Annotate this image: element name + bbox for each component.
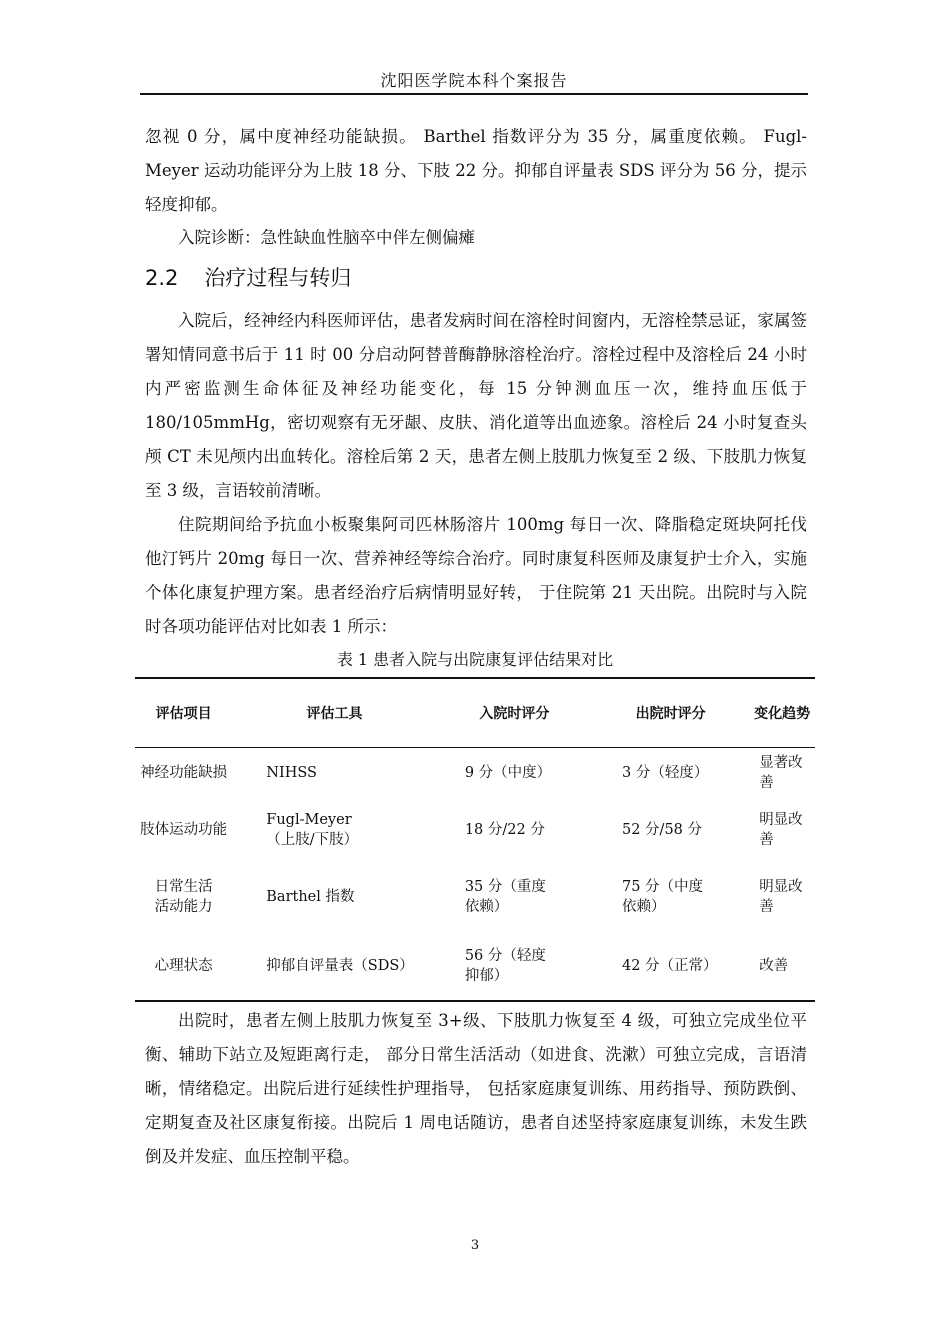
table-header-cell: 入院时评分 [479,706,550,722]
header-rule [140,93,808,95]
table-cell [232,798,437,862]
table-cell: 52 分/58 分 [622,822,703,838]
table-cell-text: 56 分（轻度抑郁） [464,948,546,984]
table-header-cell: 出院时评分 [635,706,706,722]
table-cell: 抑郁自评量表（SDS） [266,958,414,974]
table-cell: NIHSS [266,765,317,781]
paragraph-discharge-outcome: 出院时，患者左侧上肢肌力恢复至 3+级、下肢肌力恢复至 4 级，可独立完成坐位平衡、辅助下站立及短距离行走， 部分日常生活活动（如进食、洗漱）可独立完成，言语清晰，情绪稳定。出院后进行延续性护理指导， 包括家庭康复训练、用药指导、预防跌倒、定期复查及社区康复衔接。出院后 1 周电话随访，患者自述坚持家庭康复训练，未发生跌倒及并发症、血压控制平稳。 [145,1011,807,1166]
table-header-cell: 评估工具 [306,706,363,722]
page-number: 3 [470,1238,480,1253]
table-row [135,748,815,799]
table-cell: 3 分（轻度） [622,765,709,781]
paragraph-admission-diagnosis: 入院诊断：急性缺血性脑卒中伴左侧偏瘫 [178,228,475,247]
section-heading [145,262,351,292]
table-cell: 明显改善 [759,879,803,915]
table-cell: 明显改善 [759,812,803,848]
assessment-comparison-table [135,677,815,1002]
table-row [135,862,815,932]
table-cell-text: 日常生活活动能力 [154,879,213,915]
table-row [135,798,815,862]
table-cell: 肢体运动功能 [140,822,228,838]
table-cell-text: 35 分（重度依赖） [464,879,546,915]
table-cell: 改善 [759,958,789,974]
table-cell [592,862,749,932]
table-cell: 9 分（中度） [464,765,552,781]
section-number: 2.2 [145,266,179,290]
paragraph-thrombolysis: 入院后，经神经内科医师评估，患者发病时间在溶栓时间窗内，无溶栓禁忌证，家属签署知情同意书后于 11 时 00 分启动阿替普酶静脉溶栓治疗。溶栓过程中及溶栓后 24 小时内严密监测生命体征及神经功能变化，每 15 分钟测血压一次，维持血压低于 180/105mmHg，密切观察有无牙龈、皮肤、消化道等出血迹象。溶栓后 24 小时复查头颅 CT 未见颅内出血转化。溶栓后第 2 天，患者左侧上肢肌力恢复至 2 级、下肢肌力恢复至 3 级，言语较前清晰。 [145,311,807,500]
table-cell-text: 75 分（中度依赖） [622,879,704,915]
table-cell [135,862,232,932]
table-header-text: 变化趋势 [754,706,811,722]
table-cell [437,932,592,1001]
table-header-row [135,678,815,748]
table-cell: Barthel 指数 [266,889,355,905]
section-title: 治疗过程与转归 [204,266,352,290]
table-caption: 表 1 患者入院与出院康复评估结果对比 [336,650,614,669]
table-cell: 心理状态 [154,958,213,974]
table-cell: 42 分（正常） [622,958,718,974]
table-cell-text: Fugl-Meyer（上肢/下肢） [266,812,359,848]
table-cell [437,862,592,932]
paragraph-assessment-continued: 忽视 0 分，属中度神经功能缺损。 Barthel 指数评分为 35 分，属重度依赖。 Fugl-Meyer 运动功能评分为上肢 18 分、下肢 22 分。抑郁自评量表 SDS 评分为 56 分，提示轻度抑郁。 [145,127,807,214]
paragraph-hospital-treatment: 住院期间给予抗血小板聚集阿司匹林肠溶片 100mg 每日一次、降脂稳定斑块阿托伐他汀钙片 20mg 每日一次、营养神经等综合治疗。同时康复科医师及康复护士介入，实施个体化康复护理方案。患者经治疗后病情明显好转， 于住院第 21 天出院。出院时与入院时各项功能评估对比如表 1 所示： [145,515,807,636]
table-header-cell: 评估项目 [155,706,212,722]
table-header-cell [749,678,815,748]
table-cell: 神经功能缺损 [140,765,228,781]
running-header: 沈阳医学院本科个案报告 [380,71,568,90]
table-cell: 18 分/22 分 [464,822,545,838]
table-row [135,932,815,1001]
table-cell: 显著改善 [759,755,803,791]
